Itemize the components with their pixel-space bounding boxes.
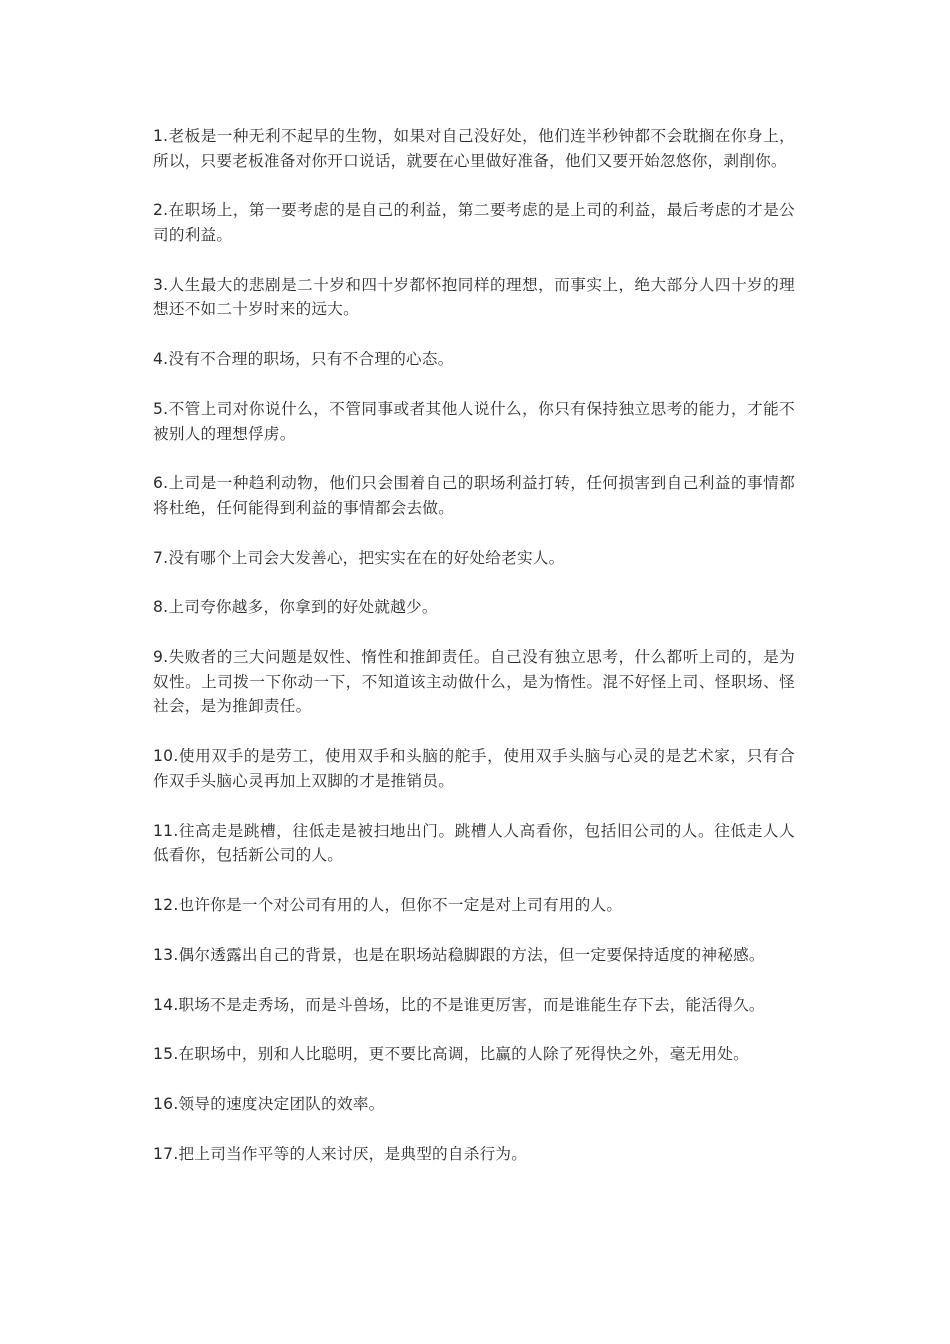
paragraph-3: 3.人生最大的悲剧是二十岁和四十岁都怀抱同样的理想，而事实上，绝大部分人四十岁的理想还不如二十岁时来的远大。 (153, 275, 795, 319)
paragraph-6: 6.上司是一种趋利动物，他们只会围着自己的职场利益打转，任何损害到自己利益的事情都将杜绝，任何能得到利益的事情都会去做。 (153, 474, 795, 517)
paragraph-1: 1.老板是一种无利不起早的生物，如果对自己没好处，他们连半秒钟都不会耽搁在你身上，所以，只要老板准备对你开口说话，就要在心里做好准备，他们又要开始忽悠你，剥削你。 (153, 127, 795, 170)
paragraph-12: 12.也许你是一个对公司有用的人，但你不一定是对上司有用的人。 (153, 895, 623, 914)
paragraph-4: 4.没有不合理的职场，只有不合理的心态。 (153, 350, 454, 369)
paragraph-16: 16.领导的速度决定团队的效率。 (153, 1095, 385, 1114)
paragraph-9: 9.失败者的三大问题是奴性、惰性和推卸责任。自己没有独立思考，什么都听上司的，是为奴性。上司拨一下你动一下，不知道该主动做什么，是为惰性。混不好怪上司、怪职场、怪社会，是为推卸责任。 (153, 648, 795, 716)
paragraph-5: 5.不管上司对你说什么，不管同事或者其他人说什么，你只有保持独立思考的能力，才能不被别人的理想俘虏。 (153, 399, 795, 443)
paragraph-15: 15.在职场中，别和人比聪明，更不要比高调，比赢的人除了死得快之外，毫无用处。 (153, 1045, 749, 1064)
paragraph-17: 17.把上司当作平等的人来讨厌，是典型的自杀行为。 (153, 1144, 528, 1163)
paragraph-11: 11.往高走是跳槽，往低走是被扫地出门。跳槽人人高看你，包括旧公司的人。往低走人人低看你，包括新公司的人。 (153, 821, 795, 865)
paragraph-8: 8.上司夸你越多，你拿到的好处就越少。 (153, 598, 438, 617)
paragraph-7: 7.没有哪个上司会大发善心，把实实在在的好处给老实人。 (153, 548, 565, 567)
paragraph-10: 10.使用双手的是劳工，使用双手和头脑的舵手，使用双手头脑与心灵的是艺术家，只有合作双手头脑心灵再加上双脚的才是推销员。 (153, 747, 795, 790)
document-page (153, 124, 795, 1192)
paragraph-13: 13.偶尔透露出自己的背景，也是在职场站稳脚跟的方法，但一定要保持适度的神秘感。 (153, 945, 765, 964)
paragraph-14: 14.职场不是走秀场，而是斗兽场，比的不是谁更厉害，而是谁能生存下去，能活得久。 (153, 995, 765, 1014)
paragraph-2: 2.在职场上，第一要考虑的是自己的利益，第二要考虑的是上司的利益，最后考虑的才是公司的利益。 (153, 201, 795, 244)
